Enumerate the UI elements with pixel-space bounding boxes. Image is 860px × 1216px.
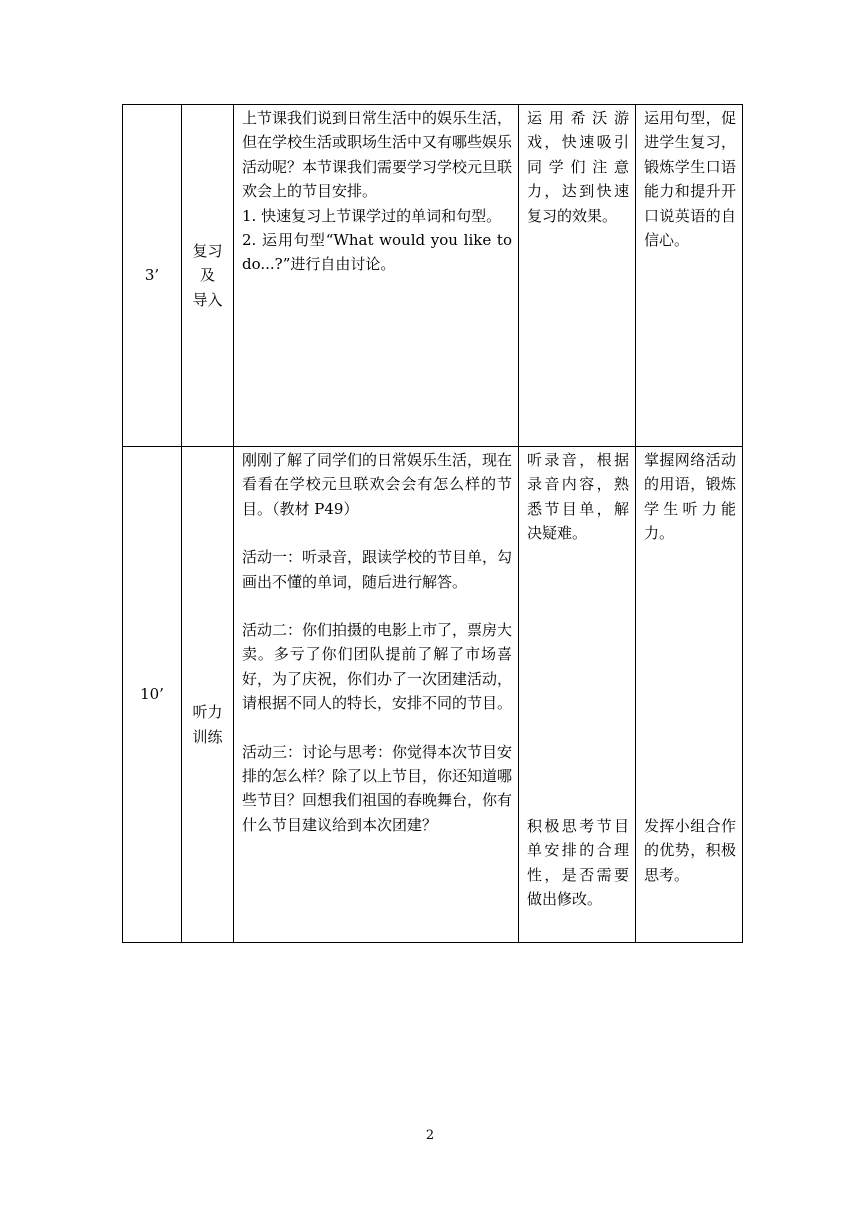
content-paragraph: 2. 运用句型“What would you like to do...?”进行自由讨论。 [242,231,512,274]
table-row [123,447,743,943]
method-cell [519,447,636,943]
content-paragraph: 刚刚了解了同学们的日常娱乐生活，现在看看在学校元旦联欢会会有怎么样的节目。（教材 P49） [242,451,513,518]
purpose-cell [636,105,743,447]
stage-line: 训练 [192,727,223,746]
content-cell [234,447,519,943]
content-paragraph: 1. 快速复习上节课学过的单词和句型。 [242,206,502,225]
time-cell: 3’ [123,105,182,447]
method-text: 听录音，根据录音内容，熟悉节目单，解决疑难。 [527,451,629,543]
content-paragraph: 上节课我们说到日常生活中的娱乐生活，但在学校生活或职场生活中又有哪些娱乐活动呢？本节课我们需要学习学校元旦联欢会上的节目安排。 [242,109,513,201]
page-number: 2 [425,1128,435,1143]
lesson-plan-table [122,104,743,943]
time-cell: 10’ [123,447,182,943]
content-cell [234,105,519,447]
stage-line: 听力 [192,703,223,722]
stage-line: 及 [199,266,215,285]
method-text: 运用希沃游戏，快速吸引同学们注意力，达到快速复习的效果。 [527,109,629,225]
method-cell [519,105,636,447]
stage-cell [182,447,234,943]
purpose-text: 掌握网络活动的用语，锻炼学生听力能力。 [644,451,736,543]
content-paragraph: 活动三：讨论与思考：你觉得本次节目安排的怎么样？除了以上节目，你还知道哪些节目？回想我们祖国的春晚舞台，你有什么节目建议给到本次团建？ [242,742,513,834]
stage-cell [182,105,234,447]
content-paragraph: 活动一：听录音，跟读学校的节目单，勾画出不懂的单词，随后进行解答。 [242,548,513,591]
stage-line: 导入 [192,290,223,309]
content-paragraph: 活动二：你们拍摄的电影上市了，票房大卖。多亏了你们团队提前了解了市场喜好，为了庆祝，你们办了一次团建活动，请根据不同人的特长，安排不同的节目。 [242,621,513,713]
stage-line: 复习 [192,241,223,260]
purpose-cell [636,447,743,943]
purpose-text: 运用句型，促进学生复习，锻炼学生口语能力和提升开口说英语的自信心。 [644,109,736,250]
table-row [123,105,743,447]
purpose-text: 发挥小组合作的优势，积极思考。 [644,817,736,884]
method-text: 积极思考节目单安排的合理性，是否需要做出修改。 [527,817,629,909]
